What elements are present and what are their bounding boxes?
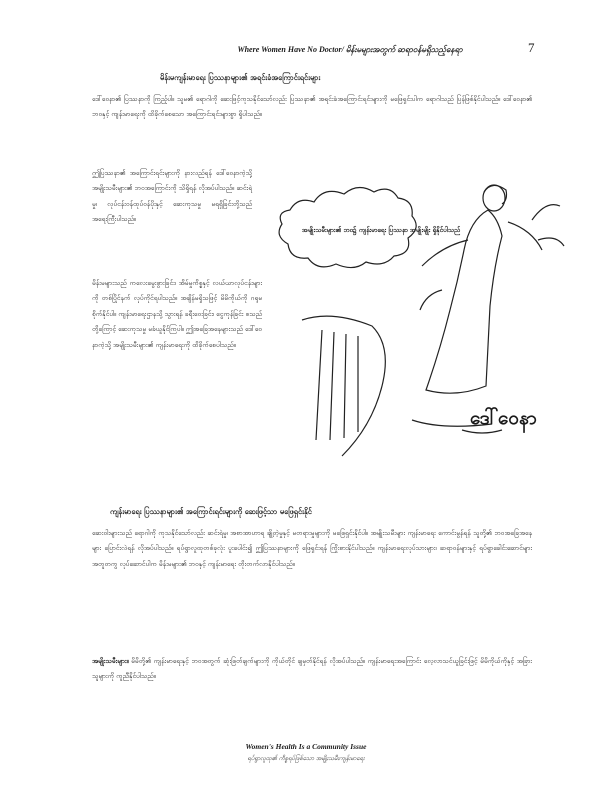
paragraph-5-lead: အမျိုးသမီးများ။ [92,657,129,665]
paragraph-2: ဤပြဿနာ၏ အကြောင်းရင်းများကို နားလည်ရန် ဒေါ်ဝေနာကဲ့သို့ အမျိုးသမီးများ၏ ဘဝအကြောင်းကို သိရှိရန် လိုအပ်ပါသည်။ ဆင်းရဲမှု၊ လုပ်ငန်းဝန်ထုပ်ဝန်ပိုးနှင့် ဆေးကုသမှု မရရှိခြင်းတို့သည် အရေးကြီးပါသည်။ [92,169,252,224]
section-heading-1: မိန်းမကျန်းမာရေး ပြဿနာများ၏ အရင်းခံအကြောင်းရင်းများ [160,73,321,82]
paragraph-5-body: မိမိတို့၏ ကျန်းမာရေးနှင့် ဘဝအတွက် ဆုံးဖြတ်ချက်များကို ကိုယ်တိုင် ချမှတ်နိုင်ရန် လိုအပ်ပါသည်။ ကျန်းမာရေးအကြောင်း လေ့လာသင်ယူခြင်းဖြင့် မိမိကိုယ်ကိုနှင့် အခြားသူများကို ကူညီနိုင်ပါသည်။ [92,657,532,681]
paragraph-4: ဆေးဝါးများသည် ရောဂါကို ကုသနိုင်သော်လည်း ဆင်းရဲမှု၊ အစာအာဟာရ ချို့တဲ့မှုနှင့် မတရားမှုများကို မဖြေရှင်းနိုင်ပါ။ အမျိုးသမီးများ ကျန်းမာရေး ကောင်းမွန်ရန် သူတို့၏ ဘဝအခြေအနေများ ပြောင်းလဲရန် လိုအပ်ပါသည်။ ရပ်ရွာလူထုတစ်ခုလုံး ပူးပေါင်း၍ ဤပြဿနာများကို ဖြေရှင်းရန် ကြိုးစားနိုင်ပါသည်။ ကျန်းမာရေးလုပ်သားများ၊ ဆရာဝန်များနှင့် ရပ်ရွာခေါင်းဆောင်များ အတူတကွ လုပ်ဆောင်ပါက မိန်းမများ၏ ဘဝနှင့် ကျန်းမာရေး တိုးတက်လာနိုင်ပါသည်။ [92,529,532,568]
thought-cloud-text: အမျိုးသမီးများ၏ ဘဝ၌ ကျန်းမာရေး ပြဿနာ အမျိုးမျိုး ရှိနိုင်ပါသည် [302,226,461,234]
running-title: Where Women Have No Doctor/ မိန်းမများအတွက် ဆရာဝန်မရှိသည့်နေရာ [237,45,463,54]
page-number: 7 [528,40,535,55]
paragraph-3: မိန်းမများသည် ကလေးမွေးဖွားခြင်း၊ အိမ်မှုကိစ္စနှင့် လယ်ယာလုပ်ငန်းများကို တစ်ပြိုင်နက် လုပ်ကိုင်ရပါသည်။ အချိန်မရှိသဖြင့် မိမိကိုယ်ကို ဂရုမစိုက်နိုင်ပါ။ ကျန်းမာရေးဌာနသို့ သွားရန် ခရီးဝေးခြင်း၊ ငွေကုန်ခြင်း စသည်တို့ကြောင့် ဆေးကုသမှု မခံယူနိုင်ကြပါ။ ဤအခြေအနေများသည် ဒေါ်ဝေနာကဲ့သို့ အမျိုးသမီးများ၏ ကျန်းမာရေးကို ထိခိုက်စေပါသည်။ [92,279,262,349]
paragraph-1: ဒေါ်ဝေနာ၏ ပြဿနာကို ကြည့်ပါ။ သူမ၏ ရောဂါကို ဆေးဖြင့်ကုသနိုင်သော်လည်း ပြဿနာ၏ အရင်းခံအကြောင်းရင်းများကို မဖြေရှင်းပါက ရောဂါသည် ပြန်ဖြစ်နိုင်ပါသည်။ ဒေါ်ဝေနာ၏ ဘဝနှင့် ကျန်းမာရေးကို ထိခိုက်စေသော အကြောင်းရင်းများစွာ ရှိပါသည်။ [92,95,532,119]
footer-title: Women's Health Is a Community Issue [245,742,367,751]
footer-subtitle: ရပ်ရွာလူထု၏ ကိစ္စရပ်ဖြစ်သော အမျိုးသမီးကျန်းမာရေး [247,755,365,762]
woman-dress [426,210,502,393]
section-heading-2: ကျန်းမာရေး ပြဿနာများ၏ အကြောင်းရင်းများကို ဆေးဖြင့်သာ မဖြေရှင်းနိုင် [110,507,312,516]
paragraph-5 [92,654,532,685]
illustration-caption: ဒေါ်ဝေနာ [470,407,537,429]
